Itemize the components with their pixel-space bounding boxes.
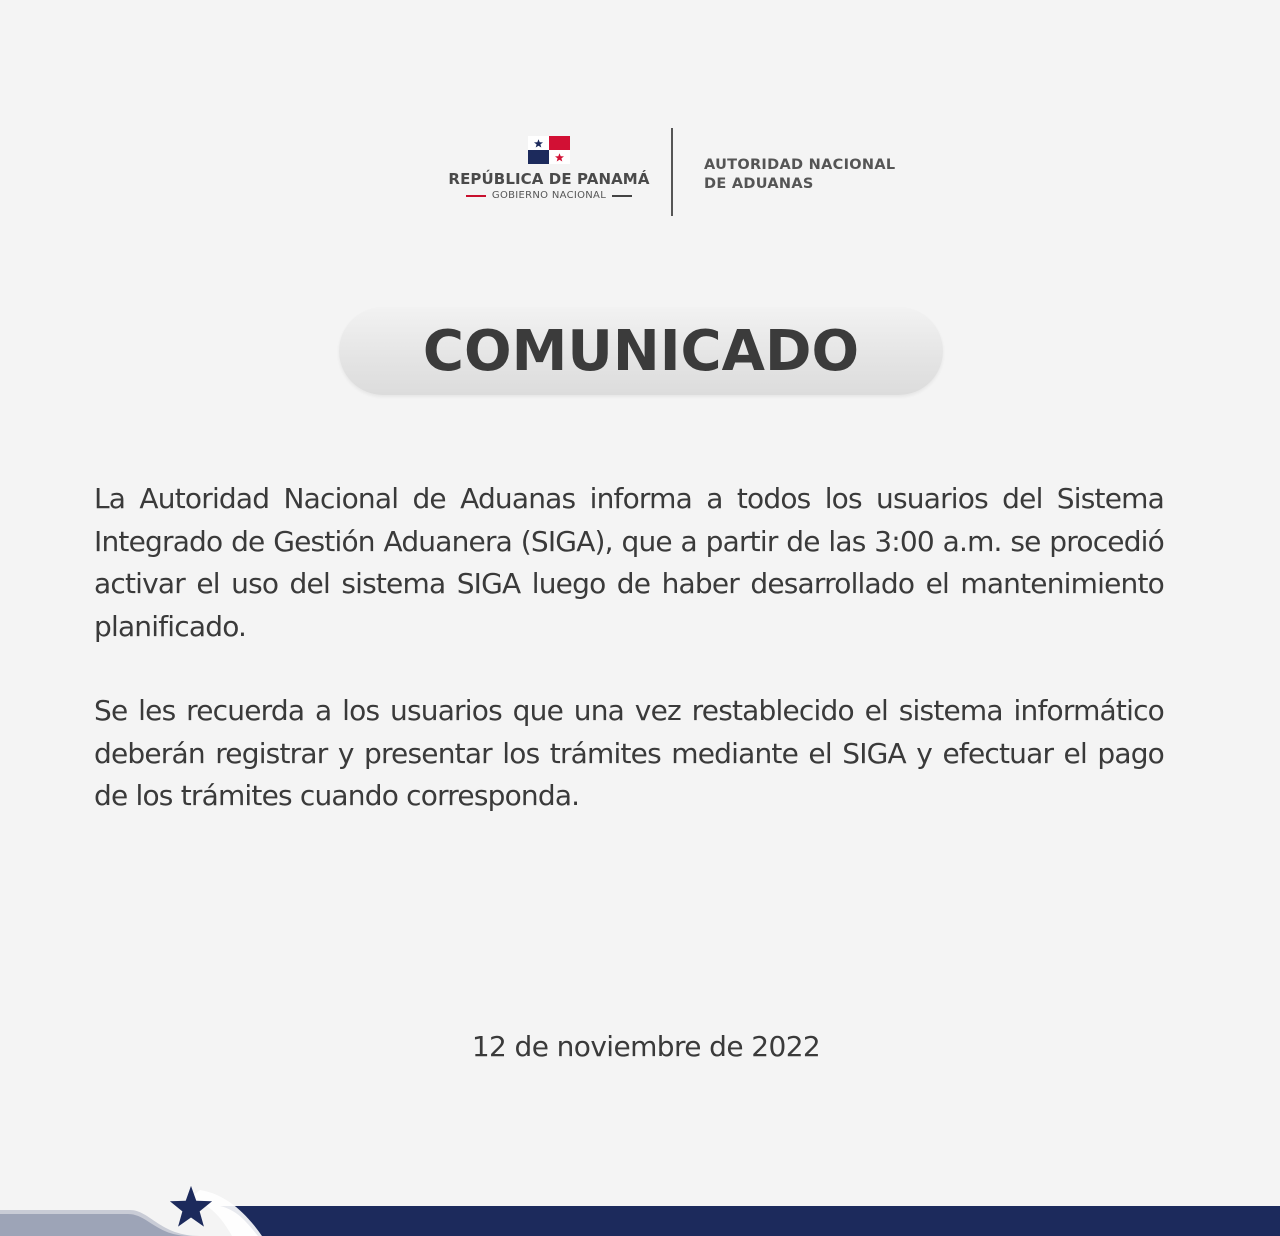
panama-flag-icon <box>528 136 570 164</box>
government-logo <box>438 136 660 201</box>
header-divider <box>671 128 673 216</box>
government-subtitle: GOBIERNO NACIONAL <box>491 190 607 201</box>
body-paragraph-1: La Autoridad Nacional de Aduanas informa a todos los usuarios del Sistema Integrado de Gestión Aduanera (SIGA), que a partir de las 3:00 a.m. se procedió activar el uso del sistema SIGA luego de haber desarrollado el mantenimiento planificado. <box>94 482 1164 643</box>
government-name: REPÚBLICA DE PANAMÁ <box>448 170 650 188</box>
star-icon <box>168 1184 214 1230</box>
page-title: COMUNICADO <box>422 318 860 384</box>
government-subtitle-row <box>438 190 660 201</box>
title-banner <box>339 307 943 395</box>
header <box>0 128 1280 218</box>
red-rule <box>466 195 486 197</box>
dark-rule <box>612 195 632 197</box>
communique-body <box>94 478 1164 818</box>
communique-date: 12 de noviembre de 2022 <box>471 1030 821 1063</box>
agency-name-line-1: AUTORIDAD NACIONAL <box>704 157 896 173</box>
agency-name <box>704 156 895 194</box>
body-paragraph-2: Se les recuerda a los usuarios que una vez restablecido el sistema informático deberán registrar y presentar los trámites mediante el SIGA y efectuar el pago de los trámites cuando corresponda. <box>94 694 1164 812</box>
agency-name-line-2: DE ADUANAS <box>704 176 814 192</box>
